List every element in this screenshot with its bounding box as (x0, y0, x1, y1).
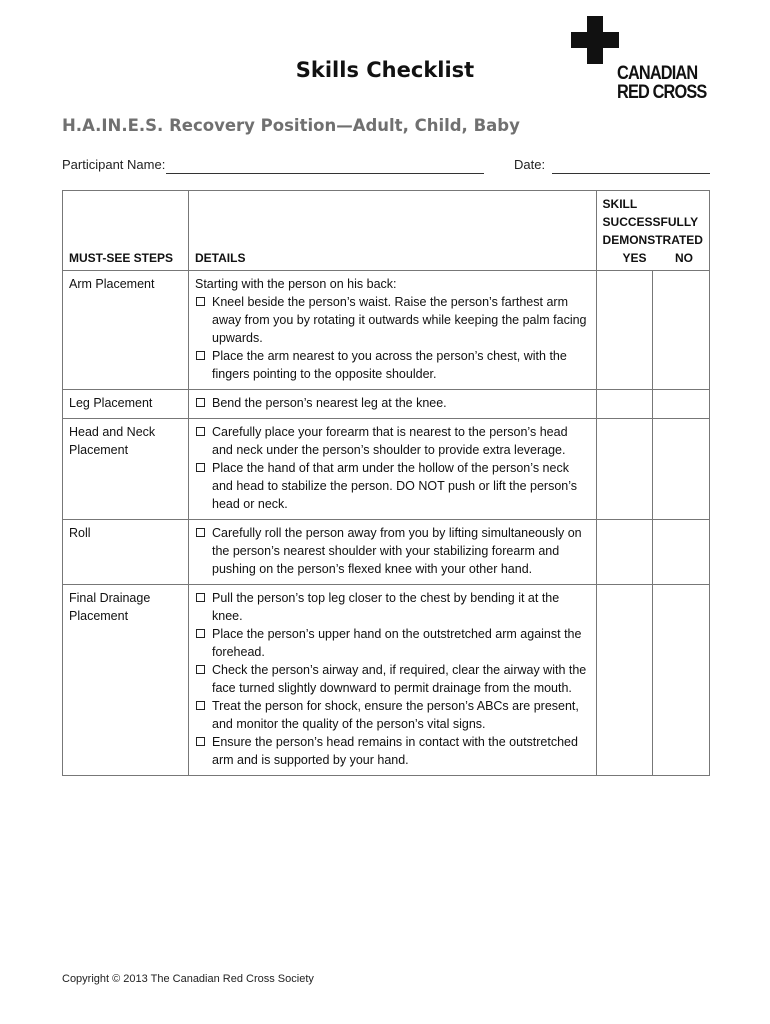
checklist-item-text: Kneel beside the person’s waist. Raise the person’s farthest arm away from you by rotating it outwards while keeping the palm facing upwards. (212, 295, 587, 345)
checkbox[interactable] (196, 665, 205, 674)
header-skill-line2: DEMONSTRATED (602, 233, 703, 247)
copyright-notice: Copyright © 2013 The Canadian Red Cross Society (62, 973, 314, 985)
checklist-item-text: Place the person’s upper hand on the outstretched arm against the forehead. (212, 627, 582, 659)
yes-cell[interactable] (596, 390, 653, 419)
skills-checklist-table (62, 190, 710, 776)
checkbox[interactable] (196, 427, 205, 436)
checklist-item (195, 423, 590, 459)
participant-fields (62, 157, 712, 179)
checkbox[interactable] (196, 351, 205, 360)
checkbox[interactable] (196, 737, 205, 746)
table-row (63, 271, 710, 390)
logo-line1: CANADIAN (617, 63, 698, 84)
checklist-item-text: Place the hand of that arm under the hollow of the person’s neck and head to stabilize the person. DO NOT push or lift the person’s head or neck. (212, 461, 578, 511)
page-subtitle: H.A.IN.E.S. Recovery Position—Adult, Child, Baby (62, 116, 520, 135)
step-intro: Starting with the person on his back: (195, 277, 397, 291)
step-details (189, 419, 597, 520)
step-name: Arm Placement (63, 271, 189, 390)
yes-cell[interactable] (596, 520, 653, 585)
checkbox[interactable] (196, 297, 205, 306)
step-details (189, 520, 597, 585)
step-details (189, 585, 597, 776)
step-name: Leg Placement (63, 390, 189, 419)
table-row (63, 585, 710, 776)
header-no: NO (675, 251, 693, 265)
no-cell[interactable] (653, 419, 710, 520)
checklist-item (195, 661, 590, 697)
no-cell[interactable] (653, 520, 710, 585)
step-name: Head and Neck Placement (63, 419, 189, 520)
step-name: Roll (63, 520, 189, 585)
no-cell[interactable] (653, 271, 710, 390)
participant-name-field[interactable] (166, 173, 484, 174)
yes-cell[interactable] (596, 585, 653, 776)
page-title: Skills Checklist (295, 58, 475, 82)
red-cross-icon (571, 16, 619, 64)
header-skill-line1: SKILL SUCCESSFULLY (602, 197, 699, 229)
header-must-see-steps: MUST-SEE STEPS (63, 191, 189, 271)
table-row (63, 390, 710, 419)
yes-cell[interactable] (596, 271, 653, 390)
checklist-item-text: Carefully roll the person away from you by lifting simultaneously on the person’s nearest shoulder with your stabilizing forearm and pushing on the person’s flexed knee with your other hand. (212, 526, 582, 576)
checklist-item-text: Ensure the person’s head remains in contact with the outstretched arm and is supported by your hand. (212, 735, 578, 767)
checklist-item (195, 394, 590, 412)
checklist-item (195, 625, 590, 661)
checklist-item (195, 293, 590, 347)
checkbox[interactable] (196, 463, 205, 472)
checklist-item (195, 589, 590, 625)
participant-name-label: Participant Name: (62, 157, 166, 172)
checklist-item-text: Treat the person for shock, ensure the person’s ABCs are present, and monitor the quality of the person’s vital signs. (212, 699, 579, 731)
no-cell[interactable] (653, 390, 710, 419)
checklist-item-text: Bend the person’s nearest leg at the knee. (212, 396, 447, 410)
checklist-item (195, 459, 590, 513)
checklist-item (195, 347, 590, 383)
checklist-item-text: Check the person’s airway and, if required, clear the airway with the face turned slightly downward to permit drainage from the mouth. (212, 663, 587, 695)
table-row (63, 520, 710, 585)
logo-line2: RED CROSS (617, 82, 707, 103)
date-label: Date: (514, 157, 546, 172)
header-skill-demonstrated (596, 191, 709, 271)
checkbox[interactable] (196, 629, 205, 638)
date-field[interactable] (552, 173, 710, 174)
checkbox[interactable] (196, 398, 205, 407)
checkbox[interactable] (196, 593, 205, 602)
step-details (189, 390, 597, 419)
checklist-item (195, 697, 590, 733)
checkbox[interactable] (196, 701, 205, 710)
checklist-item (195, 524, 590, 578)
table-header-row (63, 191, 710, 271)
checklist-item-text: Carefully place your forearm that is nearest to the person’s head and neck under the person’s shoulder to provide extra leverage. (212, 425, 568, 457)
step-name: Final Drainage Placement (63, 585, 189, 776)
step-details (189, 271, 597, 390)
no-cell[interactable] (653, 585, 710, 776)
header-yes: YES (622, 251, 647, 265)
checklist-item-text: Place the arm nearest to you across the person’s chest, with the fingers pointing to the opposite shoulder. (212, 349, 567, 381)
checklist-item (195, 733, 590, 769)
checklist-item-text: Pull the person’s top leg closer to the chest by bending it at the knee. (212, 591, 560, 623)
checkbox[interactable] (196, 528, 205, 537)
header-details: DETAILS (189, 191, 597, 271)
table-row (63, 419, 710, 520)
yes-cell[interactable] (596, 419, 653, 520)
